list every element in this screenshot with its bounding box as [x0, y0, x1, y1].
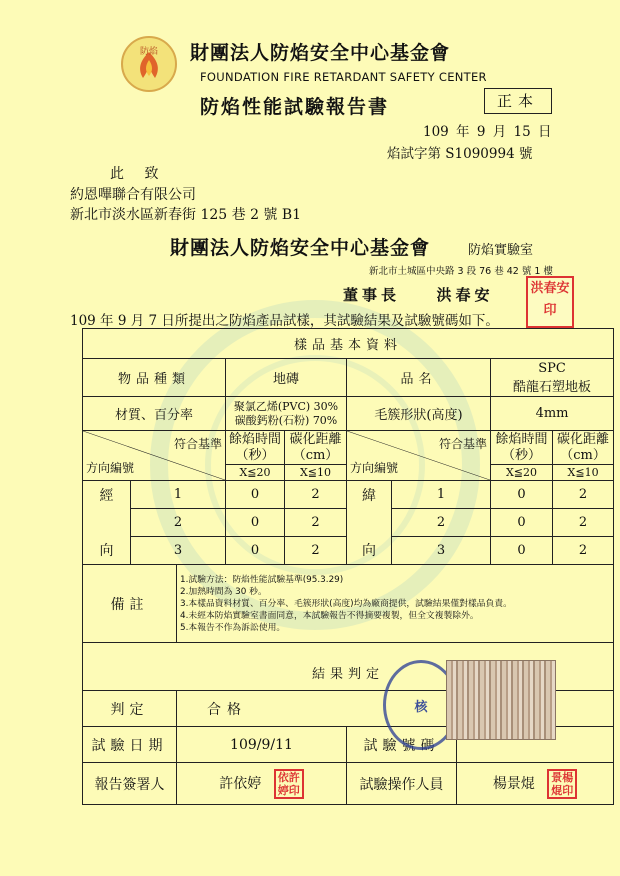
afterflame-unit: （秒）	[235, 447, 275, 463]
warp-direction-label: 向	[83, 537, 131, 565]
signer-seal-stamp: 依許婷印	[274, 769, 304, 799]
signer-name: 許依婷	[219, 775, 262, 792]
report-title: 防焰性能試驗報告書	[200, 96, 390, 118]
afterflame-unit-2: （秒）	[501, 447, 541, 463]
material-line1: 聚氯乙烯(PVC) 30%	[233, 399, 339, 413]
org-name-cn: 財團法人防焰安全中心基金會	[190, 42, 451, 64]
table-cell: 2	[553, 509, 614, 537]
table-cell: 0	[226, 481, 285, 509]
table-cell: 1	[131, 481, 226, 509]
afterflame-limit-2: X≦20	[491, 465, 553, 481]
criteria-direction-header-right	[347, 431, 491, 481]
pile-label: 毛簇形狀(高度)	[347, 397, 491, 431]
table-cell: 0	[491, 537, 553, 565]
signer-cell	[177, 763, 347, 805]
table-cell: 2	[285, 509, 347, 537]
product-name-line2: 酷龍石塑地板	[513, 379, 592, 395]
char-title-2: 碳化距離	[557, 431, 610, 447]
test-date-label: 試驗日期	[83, 727, 177, 763]
note-line: 1.試驗方法：防焰性能試驗基準(95.3.29)	[180, 574, 344, 585]
table-cell: 0	[491, 481, 553, 509]
product-type-label: 物品種類	[83, 359, 226, 397]
approval-seal-stamp: 核	[383, 660, 459, 750]
note-line: 3.本樣品資料材質、百分率、毛簇形狀(高度)均為廠商提供，試驗結果僅對樣品負責。	[180, 598, 512, 609]
warp-label: 經	[83, 481, 131, 509]
direction-label: 方向編號	[86, 461, 135, 475]
product-type-value: 地磚	[226, 359, 347, 397]
afterflame-title: 餘焰時間	[228, 431, 281, 447]
product-name-value	[491, 359, 614, 397]
material-line2: 碳酸鈣粉(石粉) 70%	[234, 413, 338, 427]
operator-seal-stamp: 景楊焜印	[547, 769, 577, 799]
weft-direction-label: 向	[347, 537, 392, 565]
chair-title: 董事長	[343, 286, 401, 304]
table-cell: 2	[392, 509, 491, 537]
table-cell: 2	[285, 481, 347, 509]
note-line: 4.未經本防焰實驗室書面同意，本試驗報告不得摘要複製，但全文複製除外。	[180, 610, 479, 621]
remarks-label: 備註	[83, 565, 177, 643]
salutation: 此 致	[110, 166, 167, 182]
chair-seal-stamp: 洪春安印	[526, 276, 574, 328]
attached-material-sample	[446, 660, 556, 740]
copy-label: 正本	[484, 88, 552, 114]
warp-label-blank	[83, 509, 131, 537]
org-name-en: FOUNDATION FIRE RETARDANT SAFETY CENTER	[200, 70, 487, 84]
afterflame-title-2: 餘焰時間	[495, 431, 548, 447]
document-number: 焰試字第 S1090994 號	[387, 146, 533, 162]
table-cell: 2	[553, 481, 614, 509]
direction-label-2: 方向編號	[350, 461, 399, 475]
afterflame-header	[226, 431, 285, 465]
recipient-name: 約恩嗶聯合有限公司	[70, 187, 196, 203]
lab-suffix: 防焰實驗室	[468, 243, 534, 258]
char-length-header	[285, 431, 347, 465]
char-length-header-2	[553, 431, 614, 465]
judgement-value: 合格	[177, 691, 614, 727]
result-section-header: 結果判定	[83, 655, 614, 691]
chair-name: 洪春安	[436, 286, 494, 304]
criteria-direction-header-left	[83, 431, 226, 481]
material-label: 材質、百分率	[83, 397, 226, 431]
logo-lettering: 防焰	[139, 47, 158, 57]
material-value	[226, 397, 347, 431]
afterflame-header-2	[491, 431, 553, 465]
spacer-row	[83, 643, 614, 655]
judgement-label: 判定	[83, 691, 177, 727]
table-cell: 2	[285, 537, 347, 565]
table-cell: 2	[553, 537, 614, 565]
product-name-line1: SPC	[538, 360, 566, 376]
char-unit: （cm）	[292, 447, 339, 463]
sample-section-header: 樣品基本資料	[83, 329, 614, 359]
criteria-label-2: 符合基準	[438, 437, 487, 451]
chair-line	[343, 284, 494, 305]
signer-label: 報告簽署人	[83, 763, 177, 805]
afterflame-limit: X≦20	[226, 465, 285, 481]
table-cell: 3	[392, 537, 491, 565]
table-cell: 0	[491, 509, 553, 537]
weft-label-blank	[347, 509, 392, 537]
remarks-notes	[177, 565, 614, 643]
table-cell: 2	[131, 509, 226, 537]
report-date: 109 年 9 月 15 日	[423, 124, 552, 140]
criteria-label: 符合基準	[173, 437, 222, 451]
operator-name: 楊景焜	[492, 775, 535, 792]
intro-text: 109 年 9 月 7 日所提出之防焰產品試樣，其試驗結果及試驗號碼如下。	[70, 313, 499, 329]
table-cell: 0	[226, 537, 285, 565]
char-limit: X≦10	[285, 465, 347, 481]
table-cell: 3	[131, 537, 226, 565]
lab-name: 財團法人防焰安全中心基金會	[170, 237, 431, 259]
test-number-label: 試驗號碼	[347, 727, 457, 763]
table-cell: 0	[226, 509, 285, 537]
char-title: 碳化距離	[289, 431, 342, 447]
pile-value: 4mm	[491, 397, 614, 431]
foundation-logo	[121, 36, 177, 92]
lab-address: 新北市土城區中央路 3 段 76 巷 42 號 1 樓	[369, 266, 553, 277]
table-cell: 1	[392, 481, 491, 509]
char-limit-2: X≦10	[553, 465, 614, 481]
note-line: 2.加熱時間為 30 秒。	[180, 586, 267, 597]
product-name-label: 品名	[347, 359, 491, 397]
recipient-address: 新北市淡水區新春街 125 巷 2 號 B1	[70, 207, 302, 223]
note-line: 5.本報告不作為訴訟使用。	[180, 622, 286, 633]
operator-cell	[457, 763, 614, 805]
char-unit-2: （cm）	[560, 447, 606, 463]
test-date-value: 109/9/11	[177, 727, 347, 763]
weft-label: 緯	[347, 481, 392, 509]
operator-label: 試驗操作人員	[347, 763, 457, 805]
